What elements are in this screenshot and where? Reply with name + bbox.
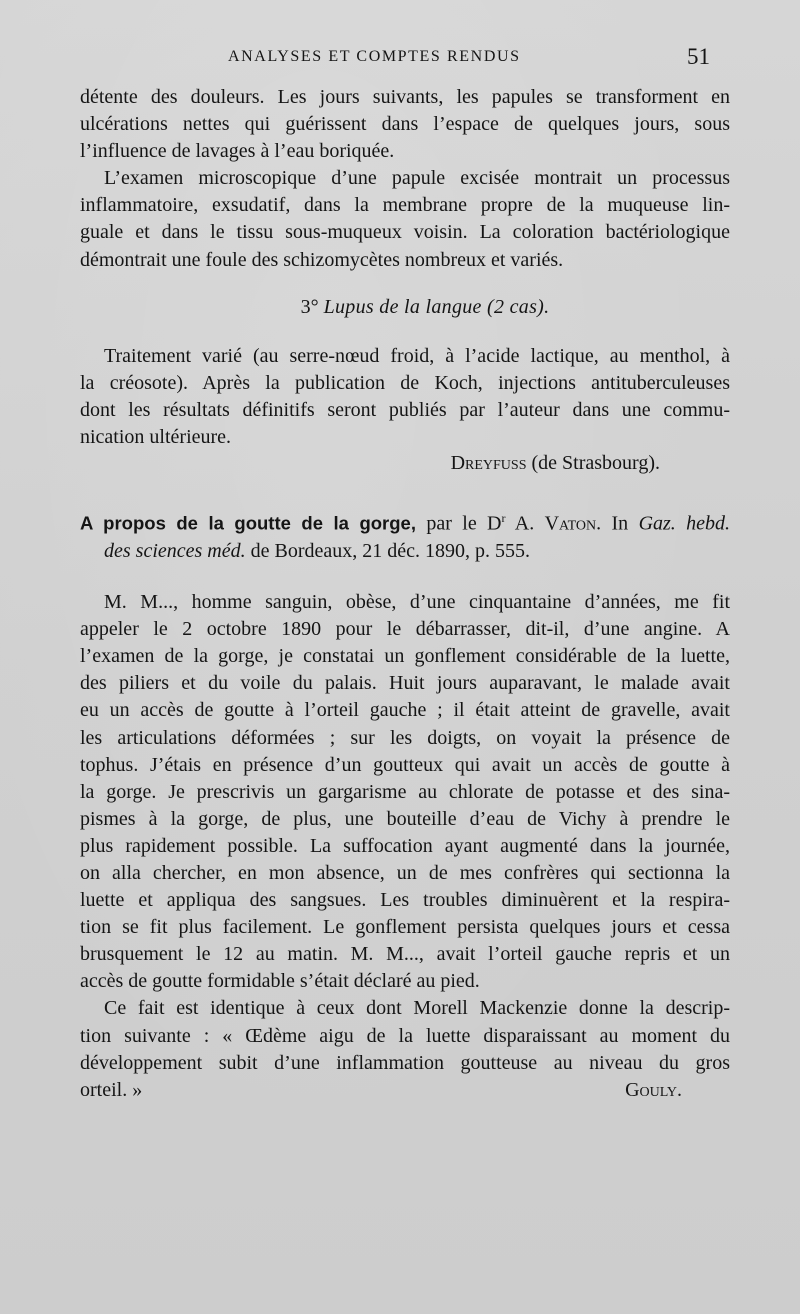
doctor-abbrev-sup: r <box>501 511 506 526</box>
text-line: luette et appliqua des sangsues. Les troubles diminuèrent et la respira- <box>80 889 730 912</box>
text-line: eu un accès de goutte à l’orteil gauche ; il était atteint de gravelle, avait <box>80 699 730 722</box>
text-line: L’examen microscopique d’une papule excisée montrait un processus <box>104 167 730 190</box>
author-initial: A. <box>514 512 535 535</box>
text-line: orteil. » <box>80 1078 143 1101</box>
paragraph-microscopy <box>80 165 730 273</box>
text-line: tion suivante : « Œdème aigu de la luette disparaissant au moment du <box>80 1024 730 1047</box>
body-text <box>80 84 730 1104</box>
subsection-title: Lupus de la langue (2 cas). <box>323 295 550 318</box>
text-line: l’examen de la gorge, je constatai un gonflement considérable de la luette, <box>80 645 730 668</box>
text-line: la créosote). Après la publication de Koch, injections antituberculeuses <box>80 371 730 394</box>
text-line: tophus. J’étais en présence d’un goutteux qui avait un accès de goutte à <box>80 753 730 776</box>
paragraph-lupus <box>80 343 730 477</box>
article-title: A propos de la goutte de la gorge, <box>80 512 416 534</box>
text-line: Traitement varié (au serre-nœud froid, à l’acide lactique, au menthol, à <box>104 344 730 367</box>
text-line: démontrait une foule des schizomycètes nombreux et variés. <box>80 248 564 271</box>
article-heading-line <box>80 538 730 565</box>
text-line: plus rapidement possible. La suffocation ayant augmenté dans la journée, <box>80 834 730 857</box>
article-by: par le D <box>426 512 502 535</box>
text-line: pismes à la gorge, de plus, une bouteille d’eau de Vichy à prendre le <box>80 807 730 830</box>
text-line: ulcérations nettes qui guérissent dans l’espace de quelques jours, sous <box>80 113 730 136</box>
journal-name-continued: des sciences méd. <box>104 539 246 562</box>
text-line: les articulations déformées ; sur les doigts, on voyait la présence de <box>80 726 730 749</box>
subsection-heading <box>80 294 730 321</box>
text-line: on alla chercher, en mon absence, un de mes confrères qui sectionna la <box>80 862 730 884</box>
journal-name: Gaz. hebd. <box>638 512 731 535</box>
running-head: ANALYSES ET COMPTES RENDUS <box>228 48 521 65</box>
text-line: guale et dans le tissu sous-muqueux voisin. La coloration bactériologique <box>80 221 730 244</box>
paragraph-mackenzie <box>80 995 730 1103</box>
citation: de Bordeaux, 21 déc. 1890, p. 555. <box>250 539 531 562</box>
text-line: brusquement le 12 au matin. M. M..., avait l’orteil gauche repris et un <box>80 943 730 966</box>
text-line: M. M..., homme sanguin, obèse, d’une cinquantaine d’années, me fit <box>104 591 730 614</box>
text-line: la gorge. Je prescrivis un gargarisme au chlorate de potasse et des sina- <box>80 780 730 803</box>
author-signature <box>80 450 730 477</box>
text-line: développement subit d’une inflammation goutteuse au niveau du gros <box>80 1051 730 1074</box>
text-line: Ce fait est identique à ceux dont Morell Mackenzie donne la descrip- <box>104 997 730 1020</box>
author-name: Vaton <box>544 512 597 535</box>
text-line: l’influence de lavages à l’eau boriquée. <box>80 140 395 163</box>
signature-name: Dreyfuss <box>450 452 527 475</box>
article-heading <box>80 505 730 565</box>
subsection-number: 3° <box>300 295 319 318</box>
text-line: nication ultérieure. <box>80 426 232 449</box>
text-line: appeler le 2 octobre 1890 pour le débarrasser, dit-il, d’une angine. A <box>80 618 730 641</box>
text-line: détente des douleurs. Les jours suivants, les papules se transforment en <box>80 86 730 108</box>
text-line: dont les résultats définitifs seront publiés par l’auteur dans une commu- <box>80 398 730 421</box>
page-number: 51 <box>687 44 710 69</box>
article-signature: Gouly. <box>625 1078 682 1101</box>
text-line: tion se fit plus facilement. Le gonflement persista quelques jours et cessa <box>80 916 730 939</box>
paragraph-continuation <box>80 84 730 165</box>
signature-place: (de Strasbourg). <box>531 452 660 475</box>
text-line: inflammatoire, exsudatif, dans la membrane propre de la muqueuse lin- <box>80 194 730 217</box>
text-line: des piliers et du voile du palais. Huit jours auparavant, le malade avait <box>80 672 730 695</box>
article-heading-line: A propos de la goutte de la gorge, par le $D^r$ A. Vaton. In Gaz. hebd. <box>80 511 731 535</box>
text-line: accès de goutte formidable s’était déclaré au pied. <box>80 970 480 993</box>
page-header <box>80 44 722 72</box>
in-word: In <box>611 512 629 535</box>
final-line <box>80 1077 730 1104</box>
paragraph-case <box>80 589 730 995</box>
